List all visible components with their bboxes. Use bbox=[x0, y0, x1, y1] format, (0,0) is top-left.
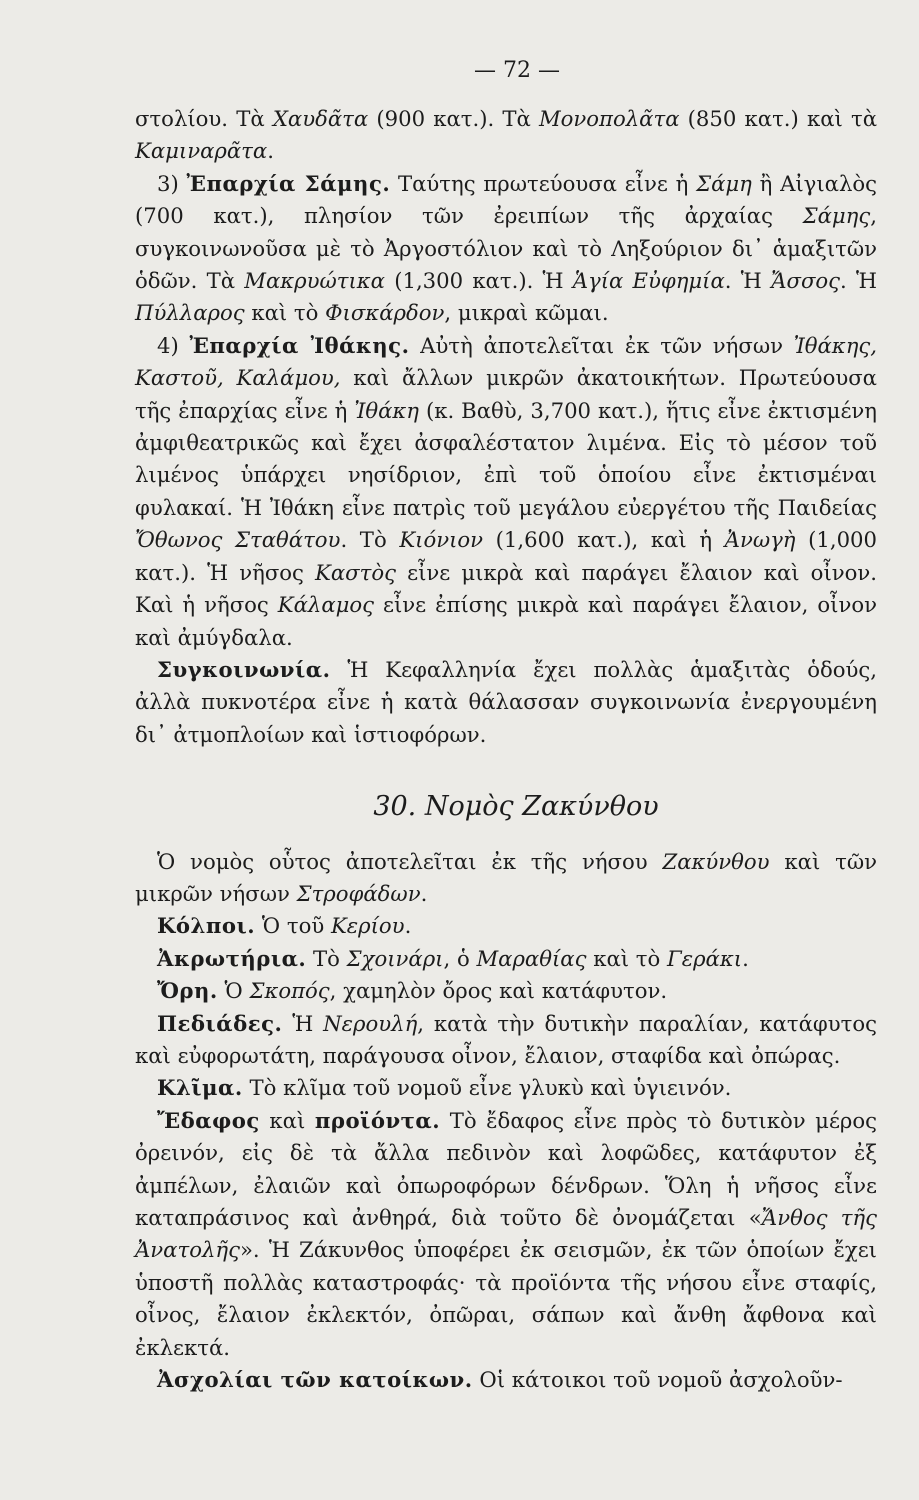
text-run: Τὸ bbox=[306, 945, 347, 971]
text-run: . bbox=[404, 913, 412, 939]
place-name: Φισκάρδον bbox=[325, 300, 445, 326]
person-name: Ὄθωνος Σταθάτου bbox=[135, 527, 341, 553]
paragraph-ithakis bbox=[135, 330, 877, 654]
place-name: Ἁγία Εὐφημία bbox=[572, 268, 725, 294]
text-run: Τὸ ἔδαφος εἶνε πρὸς τὸ δυτικὸν μέρος ὀρεινόν, εἰς δὲ τὰ ἄλλα πεδινὸν καὶ λοφῶδες, κατάφυτον ἐξ ἀμπέλων, ἐλαιῶν καὶ ὀπωροφόρων δένδρων. Ὅλη ἡ νῆσος εἶνε καταπράσινος καὶ ἀνθηρά, διὰ τοῦτο δὲ ὀνομάζεται « bbox=[135, 1107, 878, 1230]
text-run: Ἡ Κεφαλληνία ἔχει πολλὰς ἁμαξιτὰς ὁδούς, ἀλλὰ πυκνοτέρα εἶνε ἡ κατὰ θάλασσαν συγκοινωνία ἐνεργουμένη δι᾽ ἀτμοπλοίων καὶ ἱστιοφόρων. bbox=[135, 656, 877, 747]
paragraph-occupations bbox=[135, 1364, 877, 1396]
place-name: Πύλλαρος bbox=[135, 300, 245, 326]
paragraph-plains bbox=[135, 1008, 877, 1073]
place-name: Κιόνιον bbox=[399, 527, 484, 553]
place-name: Σχοινάρι bbox=[346, 945, 444, 971]
place-name: Μακρυώτικα bbox=[244, 268, 385, 294]
place-name: Ζακύνθου bbox=[662, 848, 770, 874]
run-in-heading: προϊόντα. bbox=[314, 1107, 441, 1133]
place-name: Κερίου bbox=[330, 913, 405, 939]
text-run: (900 κατ.). Τὰ bbox=[368, 106, 539, 131]
run-in-heading: Ὄρη. bbox=[157, 978, 218, 1004]
paragraph-climate bbox=[135, 1072, 877, 1104]
paragraph-capes bbox=[135, 943, 877, 975]
text-run: . Ἡ bbox=[840, 268, 877, 294]
text-run: Ὁ νομὸς οὗτος ἀποτελεῖται ἐκ τῆς νήσου bbox=[157, 848, 663, 874]
paragraph-samis bbox=[135, 168, 877, 330]
text-run: καὶ τὸ bbox=[586, 945, 668, 971]
paragraph-soil-products bbox=[135, 1105, 877, 1364]
paragraph-mountains bbox=[135, 975, 877, 1007]
place-name: Χαυδᾶτα bbox=[272, 106, 369, 131]
text-run: καὶ ἄλλων μικρῶν ἀκατοικήτων. Πρωτεύουσα τῆς ἐπαρχίας εἶνε ἡ bbox=[135, 365, 877, 423]
text-run: , ὁ bbox=[443, 945, 477, 971]
section-title: 30. Νομὸς Ζακύνθου bbox=[373, 791, 659, 823]
run-in-heading: Ἐπαρχία Ἰθάκης. bbox=[189, 332, 410, 358]
item-number: 4) bbox=[157, 332, 190, 358]
text-run: ἢ Αἰγιαλὸς (700 κατ.), πλησίον τῶν ἐρειπίων τῆς ἀρχαίας bbox=[135, 170, 878, 229]
run-in-heading: Ἔδαφος bbox=[157, 1107, 260, 1133]
quoted-name: Ἄνθος τῆς Ἀνατολῆς bbox=[135, 1205, 877, 1263]
place-name: Κάλαμος bbox=[277, 592, 375, 618]
place-name: Ἰθάκη bbox=[354, 397, 420, 423]
run-in-heading: Κόλποι. bbox=[157, 913, 256, 939]
text-run: στολίου. Τὰ bbox=[135, 106, 273, 131]
text-run: ». Ἡ Ζάκυνθος ὑποφέρει ἐκ σεισμῶν, ἐκ τῶν ὁποίων ἔχει ὑποστῆ πολλὰς καταστροφάς· τὰ προϊόντα τῆς νήσου εἶνε σταφίς, οἶνος, ἔλαιον ἐκλεκτόν, ὀπῶραι, σάπων καὶ ἄνθη ἄφθονα καὶ ἐκλεκτά. bbox=[135, 1237, 877, 1360]
text-run: Ὁ τοῦ bbox=[255, 913, 331, 939]
place-name: Ἰθάκης, Καστοῦ, Καλάμου, bbox=[135, 332, 877, 391]
page-text bbox=[135, 103, 877, 1396]
place-name: Σάμης bbox=[802, 203, 871, 229]
text-run: καὶ bbox=[259, 1107, 315, 1133]
place-name: Μαραθίας bbox=[476, 945, 587, 971]
run-in-heading: Ἀσχολίαι τῶν κατοίκων. bbox=[157, 1367, 473, 1393]
place-name: Ἄσσος bbox=[770, 268, 841, 294]
paragraph-gulfs bbox=[135, 910, 877, 942]
text-run: Ὁ bbox=[217, 978, 250, 1004]
text-run: . Τὸ bbox=[340, 527, 400, 553]
place-name: Στροφάδων bbox=[296, 880, 421, 906]
run-in-heading: Κλῖμα. bbox=[157, 1075, 243, 1101]
place-name: Σκοπός bbox=[249, 978, 330, 1004]
run-in-heading: Ἀκρωτήρια. bbox=[157, 945, 307, 971]
paragraph-communication bbox=[135, 654, 877, 751]
place-name: Σάμη bbox=[696, 170, 752, 196]
text-run: , συγκοινωνοῦσα μὲ τὸ Ἀργοστόλιον καὶ τὸ Ληξούριον δι᾽ ἁμαξιτῶν ὁδῶν. Τὰ bbox=[135, 203, 877, 294]
text-run: Ἡ bbox=[282, 1010, 324, 1036]
text-run: (850 κατ.) καὶ τὰ bbox=[679, 106, 878, 131]
text-run: (1,000 κατ.). Ἡ νῆσος bbox=[135, 527, 878, 585]
text-run: καὶ τὸ bbox=[244, 300, 326, 326]
text-run: (κ. Βαθὺ, 3,700 κατ.), ἥτις εἶνε ἐκτισμένη ἀμφιθεατρικῶς καὶ ἔχει ἀσφαλέστατον λιμένα. Εἰς τὸ μέσον τοῦ λιμένος ὑπάρχει νησίδριον, ἐπὶ τοῦ ὁποίου εἶνε ἐκτισμέναι φυλακαί. Ἡ Ἰθάκη εἶνε πατρὶς τοῦ μεγάλου εὐεργέτου τῆς Παιδείας bbox=[135, 397, 877, 520]
text-run: . bbox=[420, 880, 428, 906]
text-run: . bbox=[742, 945, 749, 971]
text-run: , μικραὶ κῶμαι. bbox=[444, 300, 609, 326]
text-run: Τὸ κλῖμα τοῦ νομοῦ εἶνε γλυκὺ καὶ ὑγιεινόν. bbox=[242, 1075, 732, 1101]
place-name: Καμιναρᾶτα bbox=[135, 138, 268, 164]
text-run: Ταύτης πρωτεύουσα εἶνε ἡ bbox=[390, 170, 697, 196]
place-name: Νερουλή bbox=[323, 1010, 418, 1036]
text-run: εἶνε ἐπίσης μικρὰ καὶ παράγει ἔλαιον, οἶνον καὶ ἀμύγδαλα. bbox=[135, 592, 877, 650]
page-number: — 72 — bbox=[474, 58, 560, 83]
paragraph-intro bbox=[135, 846, 877, 911]
item-number: 3) bbox=[157, 170, 187, 196]
place-name: Γεράκι bbox=[667, 945, 743, 971]
run-in-heading: Συγκοινωνία. bbox=[157, 656, 331, 682]
text-run: Οἱ κάτοικοι τοῦ νομοῦ ἀσχολοῦν- bbox=[472, 1367, 843, 1393]
text-run: εἶνε μικρὰ καὶ παράγει ἔλαιον καὶ οἶνον. Καὶ ἡ νῆσος bbox=[135, 559, 877, 618]
place-name: Καστὸς bbox=[315, 559, 396, 585]
text-run: (1,300 κατ.). Ἡ bbox=[385, 268, 573, 294]
text-run: . bbox=[267, 138, 274, 164]
text-run: , χαμηλὸν ὄρος καὶ κατάφυτον. bbox=[329, 978, 668, 1004]
text-run: (1,600 κατ.), καὶ ἡ bbox=[483, 527, 725, 553]
run-in-heading: Πεδιάδες. bbox=[157, 1010, 283, 1036]
text-run: Αὐτὴ ἀποτελεῖται ἐκ τῶν νήσων bbox=[409, 332, 794, 358]
paragraph-continuation bbox=[135, 103, 877, 168]
place-name: Μονοπολᾶτα bbox=[538, 106, 680, 131]
text-run: . Ἡ bbox=[724, 268, 771, 294]
text-run: , κατὰ τὴν δυτικὴν παραλίαν, κατάφυτος καὶ εὐφορωτάτη, παράγουσα οἶνον, ἔλαιον, σταφίδα καὶ ὀπώρας. bbox=[135, 1010, 877, 1068]
place-name: Ἀνωγὴ bbox=[724, 527, 796, 553]
text-run: καὶ τῶν μικρῶν νήσων bbox=[135, 848, 877, 906]
run-in-heading: Ἐπαρχία Σάμης. bbox=[186, 170, 391, 196]
